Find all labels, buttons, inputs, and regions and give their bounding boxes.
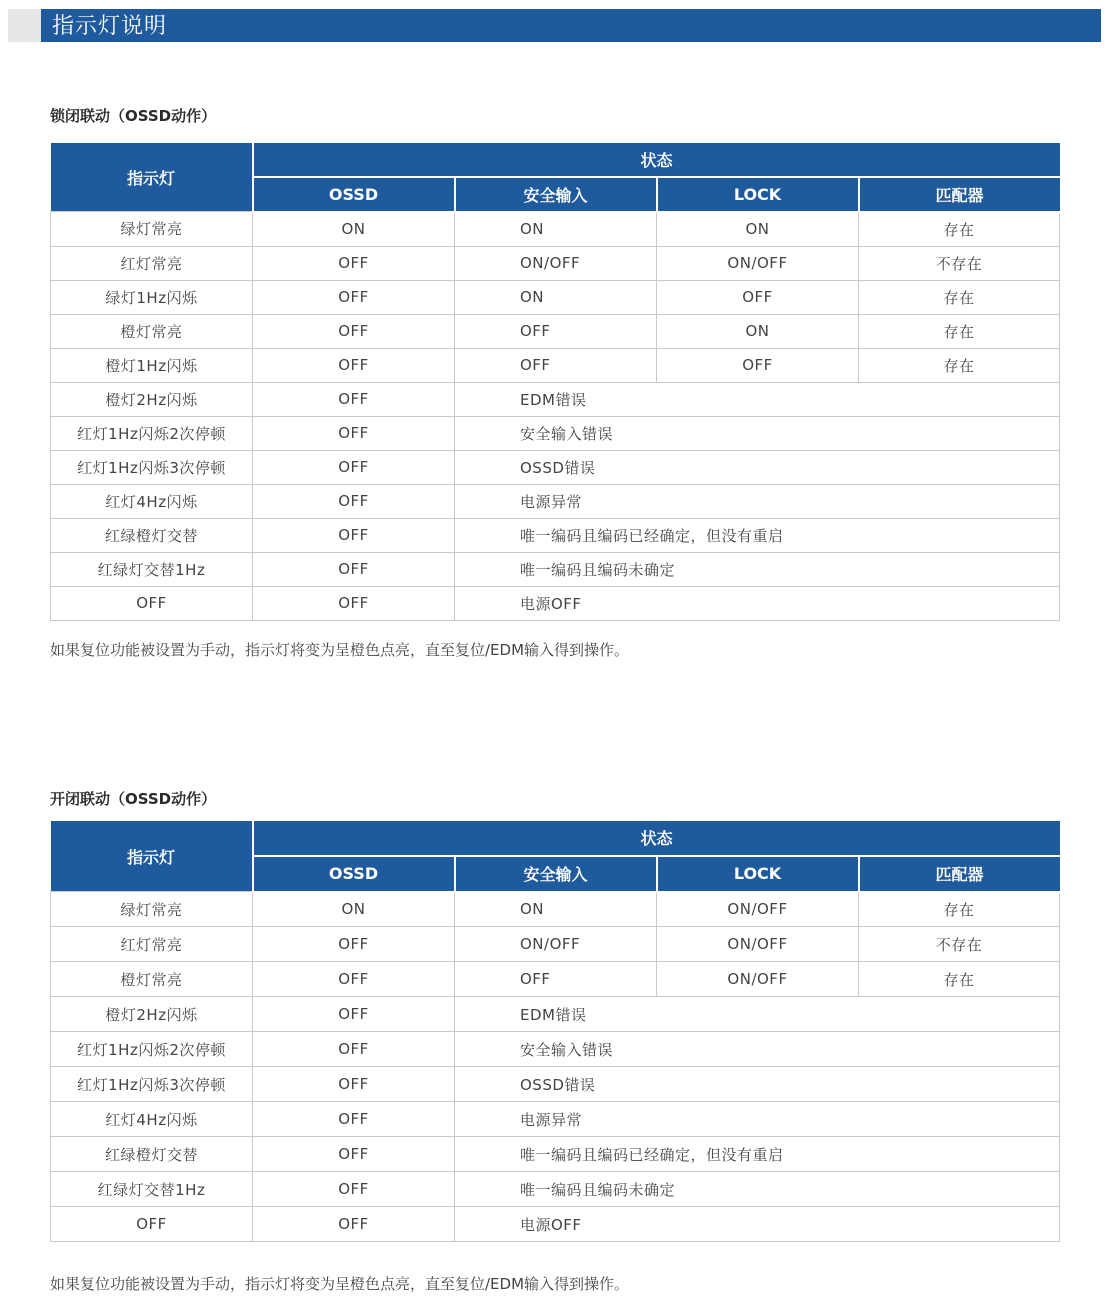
header-actuator: 匹配器 [859, 177, 1060, 212]
cell-ossd: OFF [253, 450, 455, 484]
table-row [51, 314, 1060, 348]
table-row [51, 927, 1060, 962]
cell-lock: OFF [657, 280, 859, 314]
table-row [51, 280, 1060, 314]
cell-lock: ON/OFF [657, 892, 859, 927]
cell-indicator: 红绿灯交替1Hz [51, 552, 253, 586]
cell-actuator: 存在 [859, 348, 1060, 382]
cell-indicator: 红绿橙灯交替 [51, 1137, 253, 1172]
table-row [51, 416, 1060, 450]
cell-indicator: 红绿橙灯交替 [51, 518, 253, 552]
cell-indicator: OFF [51, 1207, 253, 1242]
table-row [51, 450, 1060, 484]
cell-status-description: 唯一编码且编码未确定 [455, 1172, 1060, 1207]
footnote-door: 如果复位功能被设置为手动，指示灯将变为呈橙色点亮，直至复位/EDM输入得到操作。 [50, 1275, 630, 1293]
cell-safety-input: OFF [455, 962, 657, 997]
table-row [51, 1207, 1060, 1242]
table-row [51, 1067, 1060, 1102]
cell-actuator: 存在 [859, 962, 1060, 997]
header-status: 状态 [253, 821, 1060, 856]
cell-lock: ON/OFF [657, 927, 859, 962]
table-row [51, 1102, 1060, 1137]
cell-status-description: OSSD错误 [455, 1067, 1060, 1102]
cell-indicator: 橙灯2Hz闪烁 [51, 382, 253, 416]
cell-lock: ON/OFF [657, 962, 859, 997]
cell-status-description: EDM错误 [455, 382, 1060, 416]
cell-ossd: OFF [253, 1172, 455, 1207]
cell-indicator: 橙灯常亮 [51, 314, 253, 348]
cell-status-description: 唯一编码且编码已经确定，但没有重启 [455, 518, 1060, 552]
cell-ossd: OFF [253, 1067, 455, 1102]
cell-lock: ON/OFF [657, 246, 859, 280]
cell-safety-input: ON [455, 212, 657, 247]
cell-actuator: 存在 [859, 212, 1060, 247]
page-title: 指示灯说明 [52, 14, 168, 39]
header-status: 状态 [253, 143, 1060, 177]
header-background [41, 9, 1101, 42]
table-row [51, 552, 1060, 586]
header-lock: LOCK [657, 177, 859, 212]
cell-actuator: 存在 [859, 892, 1060, 927]
header-ossd: OSSD [253, 177, 455, 212]
cell-indicator: 红灯1Hz闪烁3次停顿 [51, 450, 253, 484]
table-row [51, 1032, 1060, 1067]
cell-ossd: OFF [253, 962, 455, 997]
header-indicator: 指示灯 [51, 143, 253, 212]
cell-indicator: 红灯1Hz闪烁2次停顿 [51, 1032, 253, 1067]
cell-status-description: 安全输入错误 [455, 1032, 1060, 1067]
table-row [51, 382, 1060, 416]
cell-ossd: OFF [253, 1032, 455, 1067]
indicator-table-door [50, 821, 1060, 1242]
cell-ossd: OFF [253, 552, 455, 586]
cell-ossd: OFF [253, 1207, 455, 1242]
table-row [51, 962, 1060, 997]
cell-lock: OFF [657, 348, 859, 382]
table-body [51, 212, 1060, 621]
cell-status-description: EDM错误 [455, 997, 1060, 1032]
table-row [51, 484, 1060, 518]
cell-ossd: OFF [253, 416, 455, 450]
cell-indicator: 橙灯常亮 [51, 962, 253, 997]
header-accent-block [8, 9, 41, 42]
cell-status-description: 唯一编码且编码未确定 [455, 552, 1060, 586]
cell-status-description: 电源异常 [455, 1102, 1060, 1137]
header-bar [8, 9, 1101, 42]
header-indicator: 指示灯 [51, 821, 253, 892]
table-row [51, 518, 1060, 552]
table-row [51, 348, 1060, 382]
table-row [51, 1137, 1060, 1172]
header-lock: LOCK [657, 856, 859, 892]
cell-indicator: 红灯4Hz闪烁 [51, 1102, 253, 1137]
table-row [51, 997, 1060, 1032]
cell-status-description: OSSD错误 [455, 450, 1060, 484]
cell-safety-input: ON/OFF [455, 246, 657, 280]
table-row [51, 1172, 1060, 1207]
cell-status-description: 安全输入错误 [455, 416, 1060, 450]
cell-ossd: OFF [253, 927, 455, 962]
cell-indicator: 红灯1Hz闪烁3次停顿 [51, 1067, 253, 1102]
table-row [51, 586, 1060, 620]
header-safety-input: 安全输入 [455, 177, 657, 212]
cell-safety-input: OFF [455, 314, 657, 348]
cell-ossd: OFF [253, 484, 455, 518]
cell-indicator: 绿灯常亮 [51, 212, 253, 247]
header-ossd: OSSD [253, 856, 455, 892]
cell-status-description: 唯一编码且编码已经确定，但没有重启 [455, 1137, 1060, 1172]
cell-lock: ON [657, 314, 859, 348]
cell-ossd: OFF [253, 586, 455, 620]
header-safety-input: 安全输入 [455, 856, 657, 892]
cell-indicator: 红灯常亮 [51, 246, 253, 280]
cell-ossd: ON [253, 892, 455, 927]
table-body [51, 892, 1060, 1242]
cell-actuator: 存在 [859, 314, 1060, 348]
cell-indicator: OFF [51, 586, 253, 620]
cell-actuator: 存在 [859, 280, 1060, 314]
cell-safety-input: ON [455, 892, 657, 927]
header-actuator: 匹配器 [859, 856, 1060, 892]
cell-safety-input: ON [455, 280, 657, 314]
cell-lock: ON [657, 212, 859, 247]
cell-safety-input: ON/OFF [455, 927, 657, 962]
cell-ossd: OFF [253, 997, 455, 1032]
cell-ossd: OFF [253, 1102, 455, 1137]
cell-indicator: 绿灯常亮 [51, 892, 253, 927]
cell-status-description: 电源OFF [455, 1207, 1060, 1242]
cell-ossd: OFF [253, 348, 455, 382]
table-row [51, 246, 1060, 280]
cell-ossd: OFF [253, 246, 455, 280]
cell-status-description: 电源OFF [455, 586, 1060, 620]
cell-ossd: OFF [253, 382, 455, 416]
cell-ossd: OFF [253, 280, 455, 314]
table-row [51, 892, 1060, 927]
cell-ossd: OFF [253, 518, 455, 552]
cell-indicator: 红灯4Hz闪烁 [51, 484, 253, 518]
cell-indicator: 红灯1Hz闪烁2次停顿 [51, 416, 253, 450]
cell-status-description: 电源异常 [455, 484, 1060, 518]
cell-actuator: 不存在 [859, 927, 1060, 962]
cell-indicator: 橙灯1Hz闪烁 [51, 348, 253, 382]
table-row [51, 212, 1060, 247]
section-title-door: 开闭联动（OSSD动作） [50, 790, 217, 808]
cell-ossd: OFF [253, 1137, 455, 1172]
cell-safety-input: OFF [455, 348, 657, 382]
cell-indicator: 橙灯2Hz闪烁 [51, 997, 253, 1032]
footnote-lock: 如果复位功能被设置为手动，指示灯将变为呈橙色点亮，直至复位/EDM输入得到操作。 [50, 641, 630, 659]
cell-ossd: ON [253, 212, 455, 247]
cell-actuator: 不存在 [859, 246, 1060, 280]
section-title-lock: 锁闭联动（OSSD动作） [50, 107, 217, 125]
cell-indicator: 绿灯1Hz闪烁 [51, 280, 253, 314]
cell-indicator: 红灯常亮 [51, 927, 253, 962]
cell-indicator: 红绿灯交替1Hz [51, 1172, 253, 1207]
cell-ossd: OFF [253, 314, 455, 348]
indicator-table-lock [50, 143, 1060, 621]
